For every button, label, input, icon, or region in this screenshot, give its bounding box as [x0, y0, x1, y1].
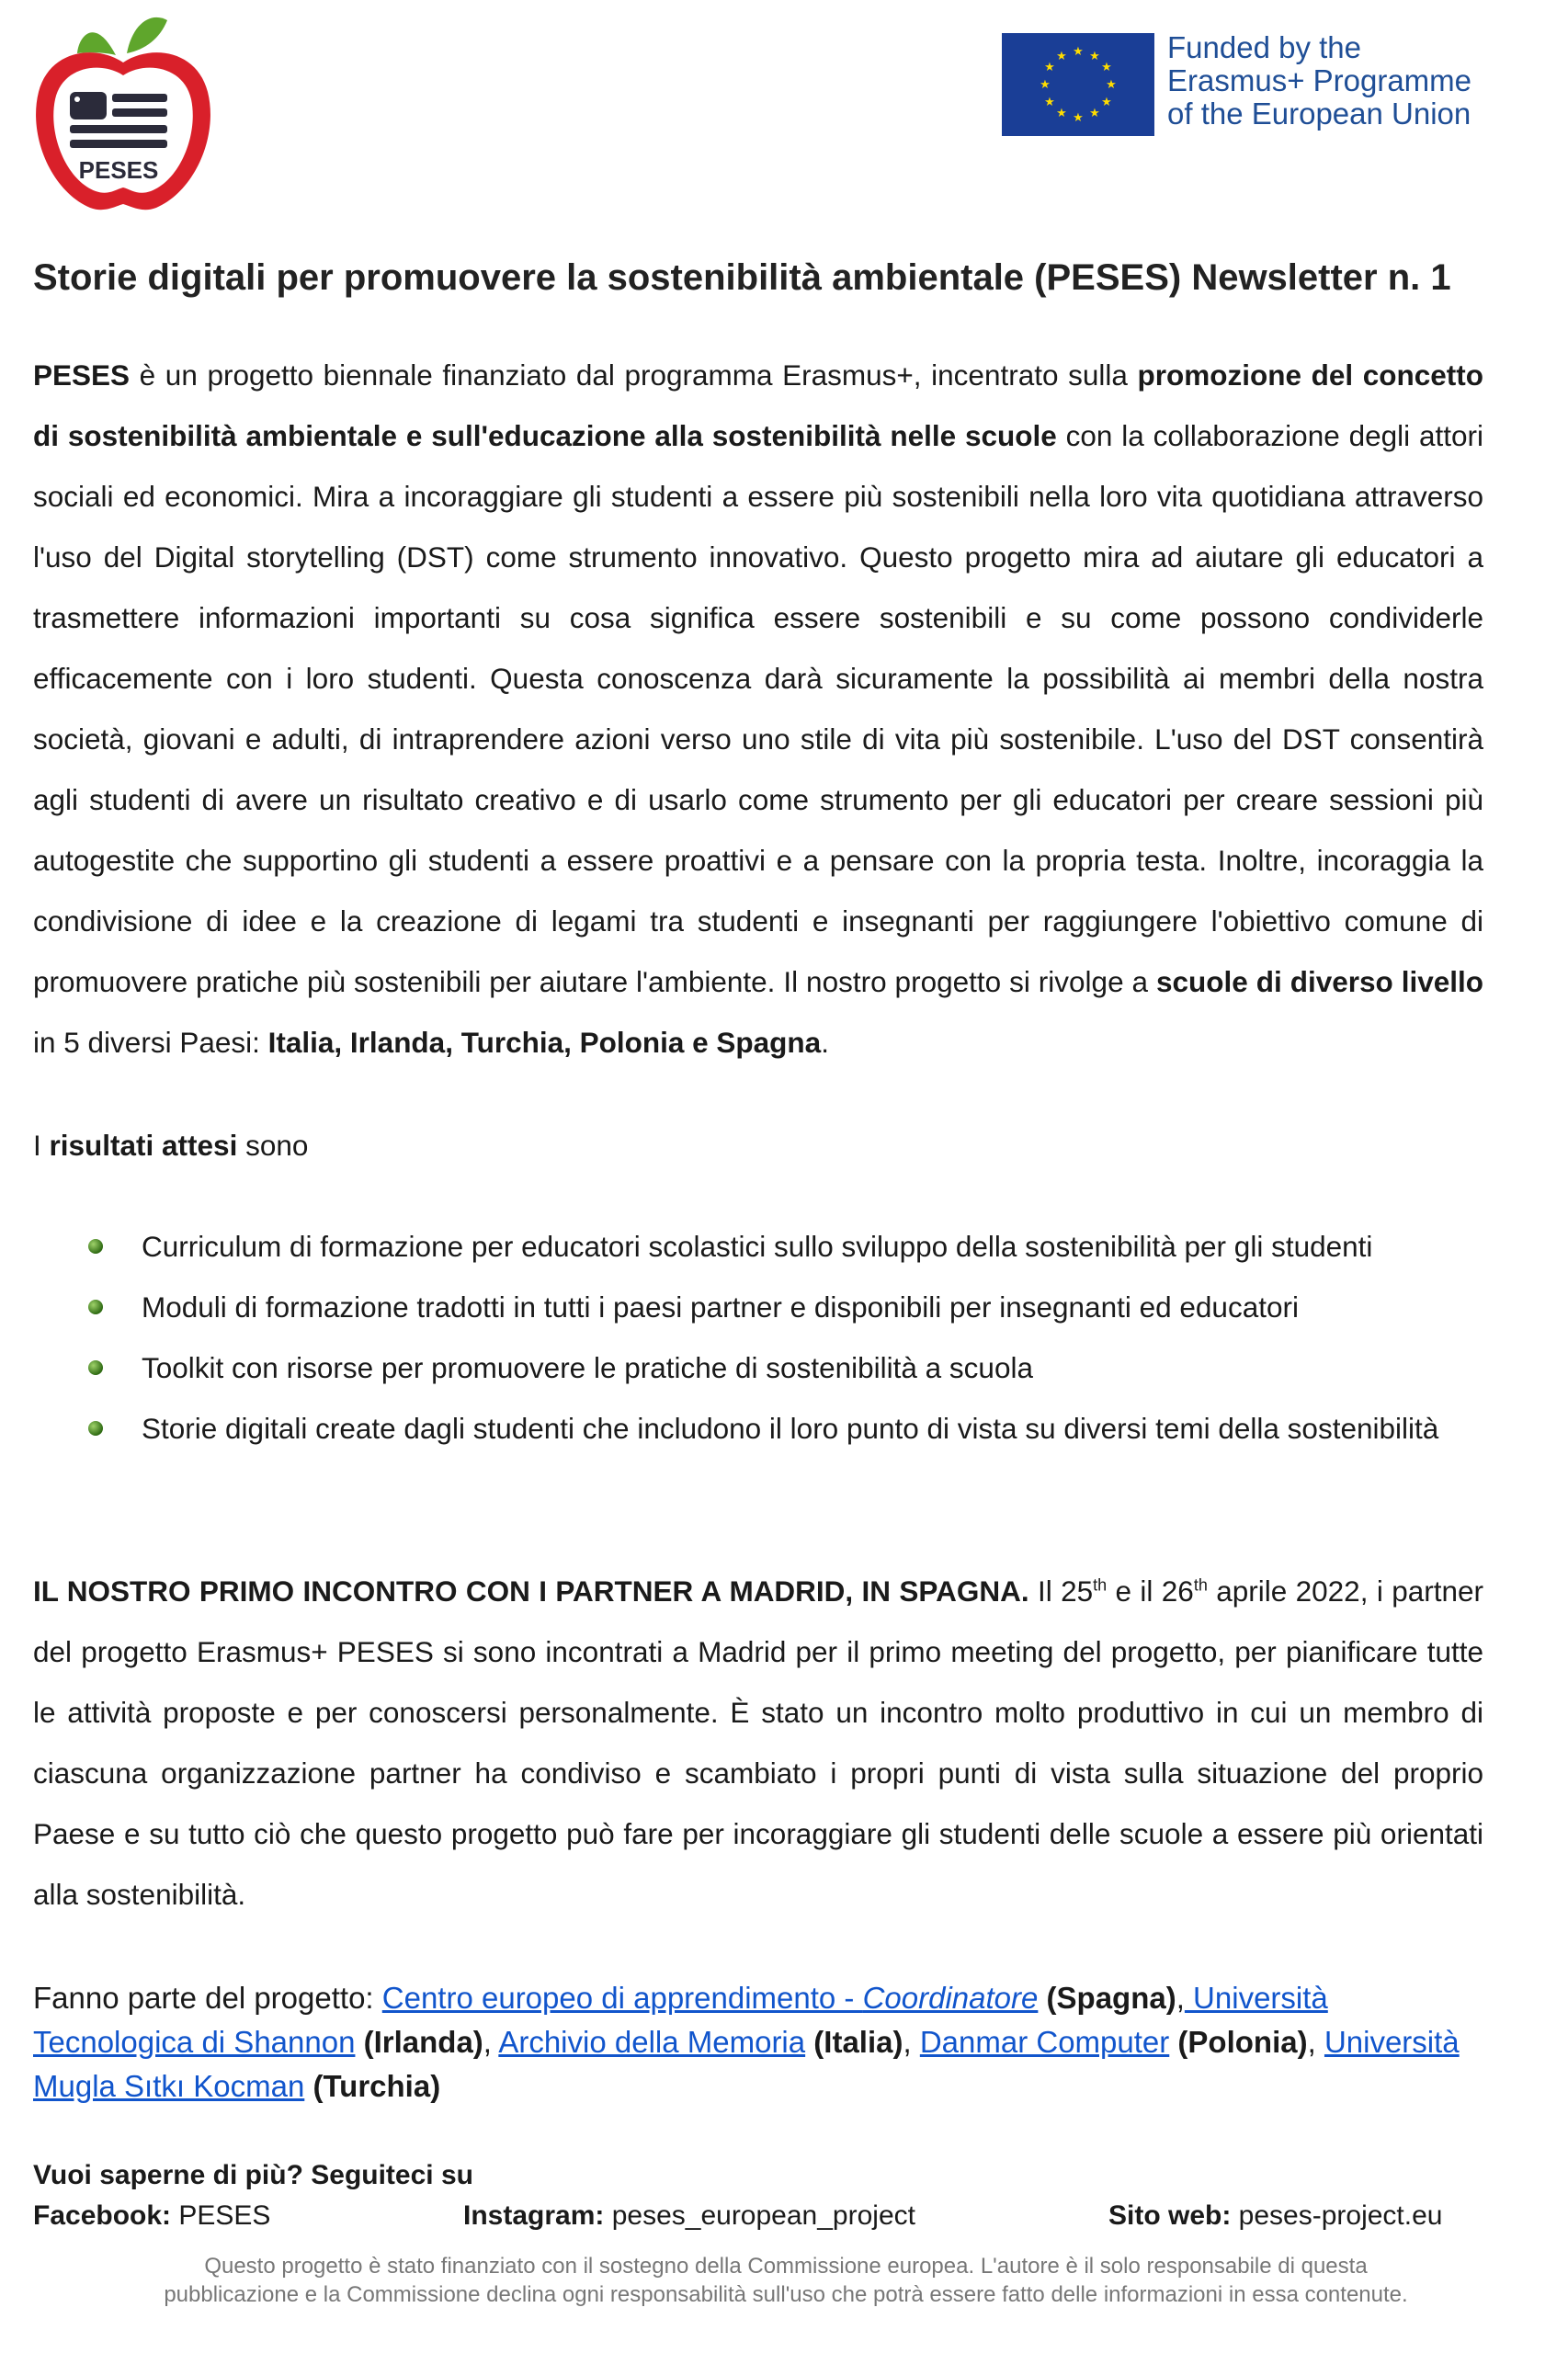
instagram-info	[463, 2196, 915, 2236]
svg-text:★: ★	[1089, 50, 1100, 63]
footer-line-2: pubblicazione e la Commissione declina ogni responsabilità sull'uso che potrà essere fatto delle informazioni in essa contenute.	[164, 2282, 1408, 2307]
partner-link-danmar[interactable]: Danmar Computer	[919, 2025, 1170, 2059]
results-heading	[33, 1115, 1483, 1176]
partners-intro: Fanno parte del progetto:	[33, 1981, 382, 2015]
meeting-sup-2: th	[1193, 1575, 1208, 1595]
svg-text:★: ★	[1056, 50, 1067, 63]
svg-text:★: ★	[1101, 96, 1112, 109]
svg-text:★: ★	[1044, 96, 1055, 109]
logo-text: PESES	[78, 156, 159, 184]
bullet-icon	[88, 1300, 103, 1314]
intro-text-4: .	[821, 1026, 829, 1059]
newsletter-title: Storie digitali per promuovere la sostenibilità ambientale (PESES) Newsletter n. 1	[33, 257, 1451, 298]
partner-1-role: Coordinatore	[862, 1981, 1039, 2015]
intro-schools: scuole di diverso livello	[1156, 965, 1483, 998]
eu-line-2: Erasmus+ Programme	[1167, 63, 1472, 97]
list-item	[88, 1216, 1483, 1277]
svg-text:★: ★	[1044, 61, 1055, 74]
facebook-info	[33, 2196, 270, 2236]
intro-paragraph	[33, 345, 1483, 1073]
social-row	[33, 2196, 1513, 2236]
meeting-paragraph	[33, 1561, 1483, 1925]
meeting-heading: IL NOSTRO PRIMO INCONTRO CON I PARTNER A MADRID, IN SPAGNA.	[33, 1574, 1029, 1608]
footer-disclaimer	[55, 2252, 1517, 2309]
partner-link-mugla[interactable]: Università Mugla Sıtkı Kocman	[33, 2025, 1460, 2103]
results-bold: risultati attesi	[49, 1129, 238, 1162]
results-prefix: I	[33, 1129, 50, 1162]
list-item	[88, 1398, 1483, 1459]
eu-flag-icon	[1002, 33, 1154, 136]
list-item	[88, 1277, 1483, 1337]
peses-apple-logo-graphic	[31, 7, 215, 219]
partner-2-country: (Irlanda)	[355, 2025, 483, 2059]
facebook-label: Facebook:	[33, 2200, 172, 2231]
intro-project-name: PESES	[33, 358, 131, 392]
list-item-text: Storie digitali create dagli studenti che includono il loro punto di vista su diversi temi della sostenibilità	[142, 1412, 1439, 1445]
eu-line-3: of the European Union	[1167, 97, 1471, 131]
partner-5-country: (Turchia)	[304, 2069, 441, 2103]
website-info	[1108, 2196, 1442, 2236]
footer-line-1: Questo progetto è stato finanziato con il sostegno della Commissione europea. L'autore è il solo responsabile di questa	[204, 2254, 1368, 2279]
instagram-value: peses_european_project	[604, 2200, 915, 2231]
meeting-text-3: aprile 2022, i partner del progetto Erasmus+ PESES si sono incontrati a Madrid per il primo meeting del progetto, per pianificare tutte le attività proposte e per conoscersi personalmente. È stato un incontro molto produttivo in cui un membro di ciascuna organizzazione partner ha condiviso e scambiato i propri punti di vista sulla situazione del proprio Paese e su tutto ciò che questo progetto può fare per incoraggiare gli studenti delle scuole a essere più orientati alla sostenibilità.	[33, 1574, 1483, 1911]
meeting-text-2: e il 26	[1107, 1574, 1194, 1608]
list-item-text: Curriculum di formazione per educatori scolastici sullo sviluppo della sostenibilità per gli studenti	[142, 1230, 1373, 1263]
partner-4-country: (Polonia)	[1169, 2025, 1308, 2059]
follow-heading: Vuoi saperne di più? Seguiteci su	[33, 2160, 473, 2190]
svg-text:★: ★	[1073, 45, 1084, 59]
peses-logo	[31, 7, 215, 219]
bullet-icon	[88, 1421, 103, 1436]
svg-text:★: ★	[1056, 107, 1067, 120]
eu-funding-banner	[1002, 31, 1517, 138]
follow-section	[33, 2155, 1513, 2236]
partners-sep-3: ,	[903, 2025, 920, 2059]
partner-1-country: (Spagna)	[1038, 1981, 1176, 2015]
partners-sep-2: ,	[483, 2025, 499, 2059]
intro-text-2: con la collaborazione degli attori sociali ed economici. Mira a incoraggiare gli studenti a essere più sostenibili nella loro vita quotidiana attraverso l'uso del Digital storytelling (DST) come strumento innovativo. Questo progetto mira ad aiutare gli educatori a trasmettere informazioni importanti su cosa significa essere sostenibili e su come possono condividerle efficacemente con i loro studenti. Questa conoscenza darà sicuramente la possibilità ai membri della nostra società, giovani e adulti, di intraprendere azioni verso uno stile di vita più sostenibile. L'uso del DST consentirà agli studenti di avere un risultato creativo e di usarlo come strumento per gli educatori per creare sessioni più autogestite che supportino gli studenti a essere proattivi e a pensare con la propria testa. Inoltre, incoraggia la condivisione di idee e la creazione di legami tra studenti e insegnanti per raggiungere l'obiettivo comune di promuovere pratiche più sostenibili per aiutare l'ambiente. Il nostro progetto si rivolge a	[33, 419, 1484, 998]
eu-line-1: Funded by the	[1167, 30, 1361, 64]
website-value: peses-project.eu	[1231, 2200, 1443, 2231]
bullet-icon	[88, 1239, 103, 1254]
intro-countries: Italia, Irlanda, Turchia, Polonia e Spagna	[267, 1026, 822, 1059]
instagram-label: Instagram:	[463, 2200, 605, 2231]
svg-text:★: ★	[1040, 78, 1051, 92]
partners-sep-1: ,	[1176, 1981, 1185, 2015]
partners-paragraph	[33, 1976, 1483, 2109]
partner-link-shannon[interactable]: Università Tecnologica di Shannon	[33, 1981, 1328, 2059]
svg-text:★: ★	[1106, 78, 1117, 92]
svg-text:★: ★	[1073, 111, 1084, 125]
list-item	[88, 1337, 1483, 1398]
svg-text:★: ★	[1089, 107, 1100, 120]
partner-link-centro-europeo[interactable]	[382, 1981, 1039, 2015]
intro-text-1: è un progetto biennale finanziato dal programma Erasmus+, incentrato sulla	[130, 358, 1138, 392]
results-list	[88, 1216, 1483, 1459]
partner-3-country: (Italia)	[805, 2025, 903, 2059]
website-label: Sito web:	[1108, 2200, 1232, 2231]
partners-sep-4: ,	[1307, 2025, 1324, 2059]
intro-text-3: in 5 diversi Paesi:	[33, 1026, 268, 1059]
facebook-value: PESES	[171, 2200, 271, 2231]
results-suffix: sono	[237, 1129, 309, 1162]
meeting-text-1: Il 25	[1028, 1574, 1094, 1608]
partner-1-name: Centro europeo di apprendimento -	[381, 1981, 863, 2015]
bullet-icon	[88, 1360, 103, 1375]
eu-funding-text	[1167, 31, 1471, 131]
list-item-text: Toolkit con risorse per promuovere le pratiche di sostenibilità a scuola	[142, 1351, 1033, 1384]
intro-focus: promozione del concetto di sostenibilità ambientale e sull'educazione alla sostenibilità nelle scuole	[33, 358, 1484, 452]
partner-link-archivio[interactable]: Archivio della Memoria	[498, 2025, 806, 2059]
meeting-sup-1: th	[1093, 1575, 1108, 1595]
svg-text:★: ★	[1101, 61, 1112, 74]
list-item-text: Moduli di formazione tradotti in tutti i paesi partner e disponibili per insegnanti ed educatori	[142, 1290, 1299, 1324]
